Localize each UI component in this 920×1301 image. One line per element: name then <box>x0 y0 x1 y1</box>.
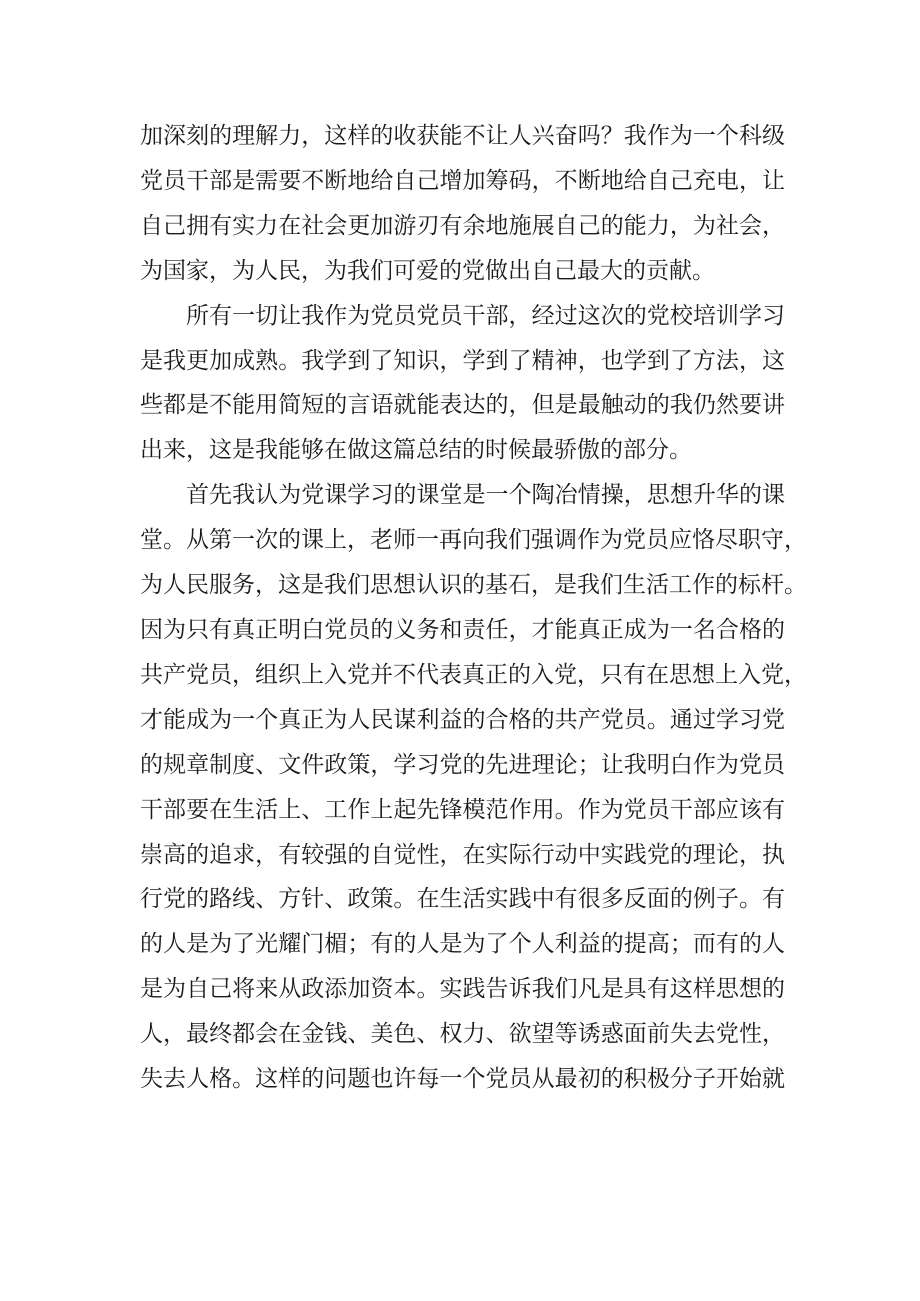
text-line: 些都是不能用简短的言语就能表达的，但是最触动的我仍然要讲 <box>140 392 785 419</box>
text-line: 行党的路线、方针、政策。在生活实践中有很多反面的例子。有 <box>140 886 785 913</box>
text-line: 是我更加成熟。我学到了知识，学到了精神，也学到了方法，这 <box>140 347 785 374</box>
text-line: 共产党员，组织上入党并不代表真正的入党，只有在思想上入党， <box>140 661 807 688</box>
text-line: 干部要在生活上、工作上起先锋模范作用。作为党员干部应该有 <box>140 796 785 823</box>
text-line: 才能成为一个真正为人民谋利益的合格的共产党员。通过学习党 <box>140 706 785 733</box>
text-line: 加深刻的理解力，这样的收获能不让人兴奋吗？我作为一个科级 <box>140 123 785 149</box>
text-line: 人，最终都会在金钱、美色、权力、欲望等诱惑面前失去党性， <box>140 1021 785 1048</box>
text-line: 为人民服务，这是我们思想认识的基石，是我们生活工作的标杆。 <box>140 572 807 599</box>
text-line: 出来，这是我能够在做这篇总结的时候最骄傲的部分。 <box>140 437 692 464</box>
text-line: 是为自己将来从政添加资本。实践告诉我们凡是具有这样思想的 <box>140 976 785 1003</box>
text-line: 崇高的追求，有较强的自觉性，在实际行动中实践党的理论，执 <box>140 841 785 868</box>
text-line: 的规章制度、文件政策，学习党的先进理论；让我明白作为党员 <box>140 751 785 778</box>
text-line: 为国家，为人民，为我们可爱的党做出自己最大的贡献。 <box>140 257 715 284</box>
paragraph-1 <box>140 114 785 294</box>
text-line: 失去人格。这样的问题也许每一个党员从最初的积极分子开始就 <box>140 1066 785 1093</box>
paragraph-2 <box>140 294 785 474</box>
text-line: 自己拥有实力在社会更加游刃有余地施展自己的能力，为社会， <box>140 212 785 239</box>
text-line: 所有一切让我作为党员党员干部，经过这次的党校培训学习 <box>186 302 785 329</box>
paragraph-3 <box>140 473 807 1102</box>
text-line: 首先我认为党课学习的课堂是一个陶冶情操，思想升华的课 <box>186 482 785 509</box>
text-line: 党员干部是需要不断地给自己增加筹码，不断地给自己充电，让 <box>140 167 785 194</box>
text-line: 堂。从第一次的课上，老师一再向我们强调作为党员应恪尽职守， <box>140 527 807 554</box>
text-line: 因为只有真正明白党员的义务和责任，才能真正成为一名合格的 <box>140 616 785 643</box>
text-line: 的人是为了光耀门楣；有的人是为了个人利益的提高；而有的人 <box>140 931 785 958</box>
body-text <box>140 114 807 1102</box>
